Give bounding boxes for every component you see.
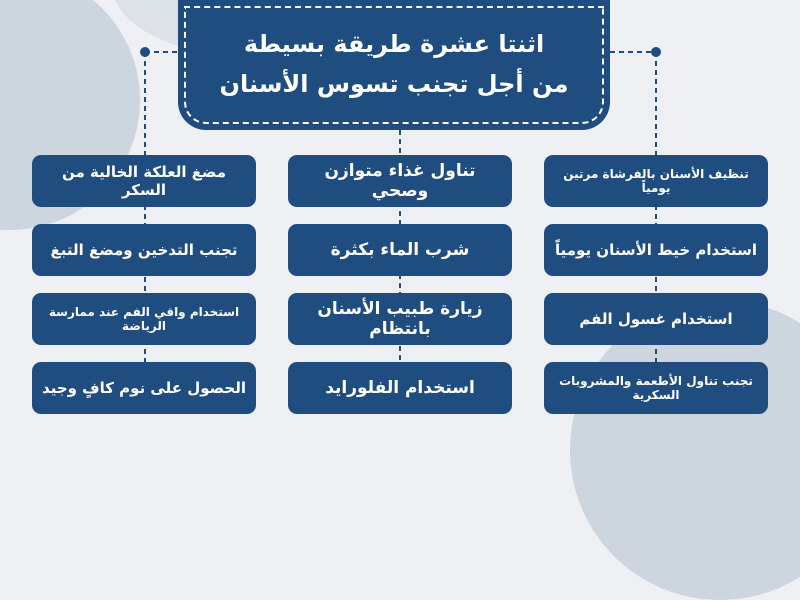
- tip-box-drink-water: شرب الماء بكثرة: [288, 224, 512, 276]
- tip-box-avoid-tobacco: تجنب التدخين ومضغ التبغ: [32, 224, 256, 276]
- tip-box-avoid-sugar: تجنب تناول الأطعمة والمشروبات السكرية: [544, 362, 768, 414]
- title-line-1: اثنتا عشرة طريقة بسيطة: [243, 30, 545, 58]
- tip-box-good-sleep: الحصول على نوم كافٍ وجيد: [32, 362, 256, 414]
- tip-box-brushing: تنظيف الأسنان بالفرشاة مرتين يومياً: [544, 155, 768, 207]
- tip-box-mouthguard: استخدام واقي الفم عند ممارسة الرياضة: [32, 293, 256, 345]
- connector-dot-left: [140, 47, 150, 57]
- tip-box-fluoride: استخدام الفلورايد: [288, 362, 512, 414]
- tip-box-mouthwash: استخدام غسول الفم: [544, 293, 768, 345]
- tip-box-balanced-diet: تناول غذاء متوازن وصحي: [288, 155, 512, 207]
- tip-box-dentist-visits: زيارة طبيب الأسنان بانتظام: [288, 293, 512, 345]
- title-box: [178, 0, 610, 130]
- tip-box-flossing: استخدام خيط الأسنان يومياً: [544, 224, 768, 276]
- title-line-2: من أجل تجنب تسوس الأسنان: [219, 70, 569, 98]
- connector-dot-right: [651, 47, 661, 57]
- tip-box-sugar-free-gum: مضغ العلكة الخالية من السكر: [32, 155, 256, 207]
